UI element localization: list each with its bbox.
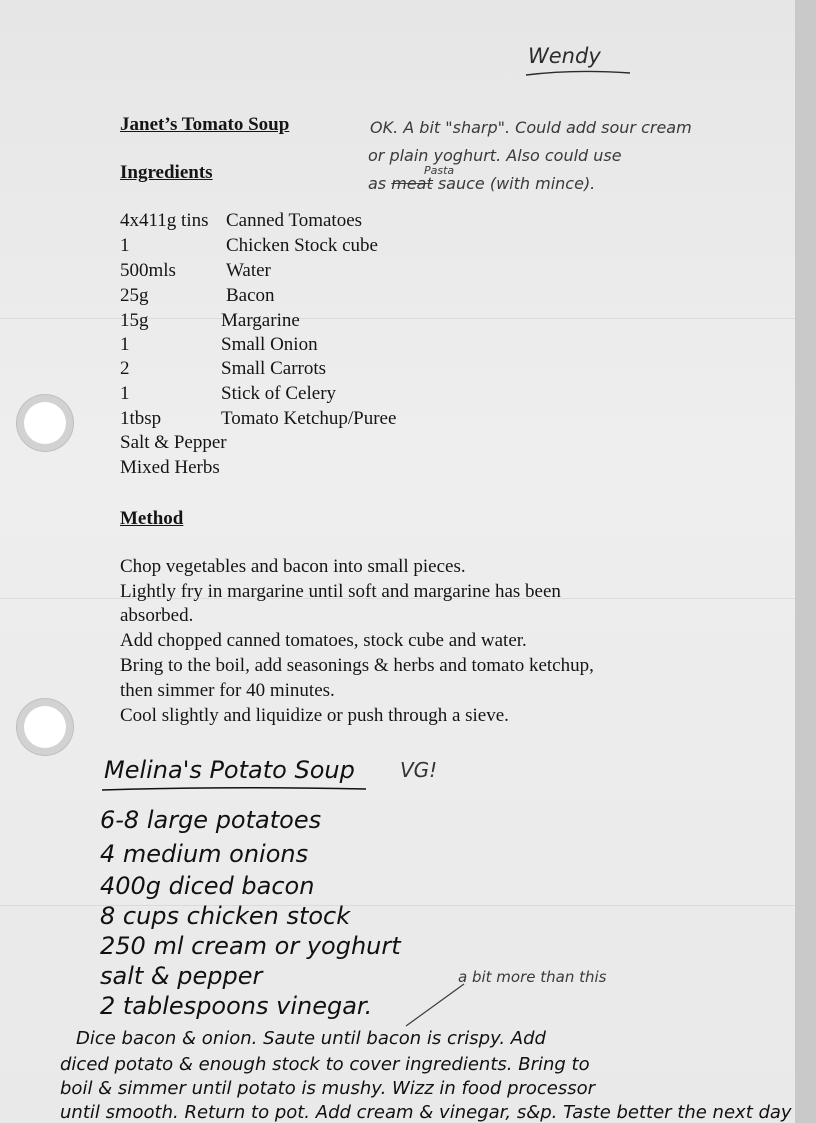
potato-rating: VG!: [400, 758, 438, 782]
method-line: Bring to the boil, add seasonings & herbs and tomato ketchup,: [120, 655, 594, 676]
potato-method-line: Dice bacon & onion. Saute until bacon is crispy. Add: [76, 1028, 546, 1049]
potato-method-line: until smooth. Return to pot. Add cream & vinegar, s&p. Taste better the next day: [60, 1102, 792, 1123]
ingredient-row: 2 Small Carrots: [120, 358, 327, 379]
punch-hole: [24, 402, 66, 444]
method-line: Cool slightly and liquidize or push through a sieve.: [120, 705, 509, 726]
ingredient-row: 1 Chicken Stock cube: [120, 235, 378, 256]
potato-ingredient: 4 medium onions: [100, 840, 309, 868]
potato-method-line: diced potato & enough stock to cover ingredients. Bring to: [60, 1054, 590, 1075]
tomato-title: Janet’s Tomato Soup: [120, 114, 290, 135]
ingredient-row: Salt & Pepper: [120, 432, 227, 453]
annotation-line-3: as meat sauce (with mince).: [368, 174, 596, 193]
method-line: Chop vegetables and bacon into small pieces.: [120, 556, 466, 577]
annotation-line-2: or plain yoghurt. Also could use: [368, 146, 622, 165]
potato-method-line: boil & simmer until potato is mushy. Wizz in food processor: [60, 1078, 596, 1099]
ingredient-row: 4x411g tins Canned Tomatoes: [120, 210, 363, 231]
method-heading: Method: [120, 508, 184, 529]
method-line: Add chopped canned tomatoes, stock cube and water.: [120, 630, 527, 651]
potato-ingredient: 2 tablespoons vinegar.: [100, 992, 373, 1020]
potato-ingredient: 6-8 large potatoes: [100, 806, 322, 834]
author-underline: [524, 66, 634, 80]
ingredients-heading: Ingredients: [120, 162, 213, 183]
side-note-arrow: [400, 980, 470, 1030]
annotation-insert: Pasta: [424, 164, 455, 177]
ingredient-row: 1 Small Onion: [120, 334, 318, 355]
method-line: then simmer for 40 minutes.: [120, 680, 335, 701]
ingredient-row: 25g Bacon: [120, 285, 275, 306]
potato-ingredient: 8 cups chicken stock: [100, 902, 351, 930]
potato-title-underline: [100, 784, 370, 794]
ingredient-row: 500mls Water: [120, 260, 271, 281]
scan-edge: [795, 0, 816, 1123]
method-line: absorbed.: [120, 605, 194, 626]
potato-ingredient: salt & pepper: [100, 962, 263, 990]
punch-hole: [24, 706, 66, 748]
side-note: a bit more than this: [458, 968, 607, 986]
ingredient-row: Mixed Herbs: [120, 457, 220, 478]
author-note: Wendy: [528, 44, 601, 68]
ingredient-row: 1tbsp Tomato Ketchup/Puree: [120, 408, 397, 429]
annotation-line-1: OK. A bit "sharp". Could add sour cream: [370, 118, 692, 137]
ingredient-row: 15g Margarine: [120, 310, 300, 331]
potato-title: Melina's Potato Soup: [104, 756, 355, 784]
potato-ingredient: 400g diced bacon: [100, 872, 315, 900]
method-line: Lightly fry in margarine until soft and margarine has been: [120, 581, 561, 602]
potato-ingredient: 250 ml cream or yoghurt: [100, 932, 401, 960]
ingredient-row: 1 Stick of Celery: [120, 383, 337, 404]
